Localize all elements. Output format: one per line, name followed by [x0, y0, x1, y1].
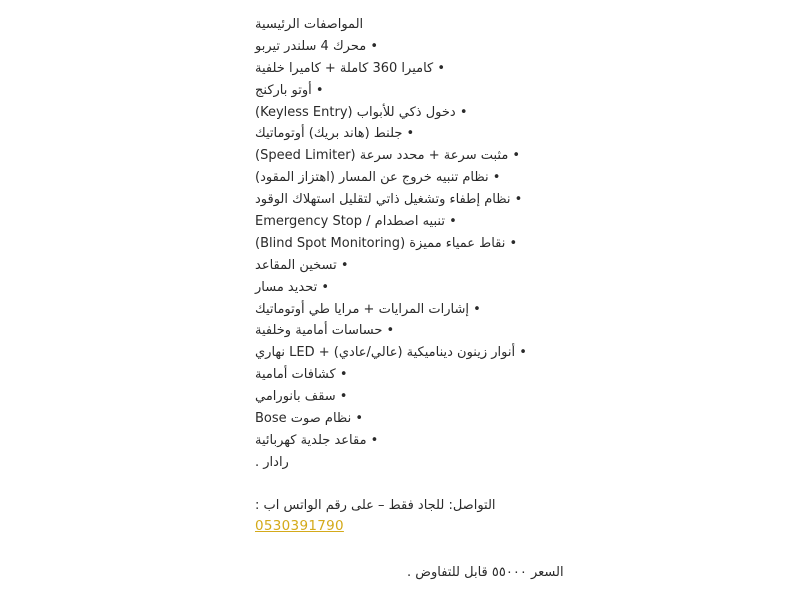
feature-item: • مثبت سرعة + محدد سرعة (Speed Limiter): [255, 148, 521, 164]
feature-item-last: رادار .: [255, 454, 289, 470]
features-list: [255, 36, 555, 474]
feature-item: • نقاط عمياء مميزة (Blind Spot Monitoring): [255, 235, 518, 251]
feature-item: • كشافات أمامية: [255, 367, 348, 383]
feature-item: • نظام إطفاء وتشغيل ذاتي لتقليل استهلاك الوقود: [255, 192, 523, 208]
feature-item: • تحديد مسار: [255, 279, 330, 295]
feature-item: • حساسات أمامية وخلفية: [255, 323, 395, 339]
contact-block: [255, 495, 496, 534]
specs-heading: المواصفات الرئيسية: [255, 17, 364, 32]
feature-item: • أنوار زينون ديناميكية (عالي/عادي) + LED نهاري: [255, 345, 527, 361]
feature-item: • جلنط (هاند بريك) أوتوماتيك: [255, 126, 415, 142]
feature-item: • نظام تنبيه خروج عن المسار (اهتزاز المقود): [255, 170, 501, 186]
feature-item: • تنبيه اصطدام / Emergency Stop: [255, 214, 457, 230]
feature-item: • سقف بانورامي: [255, 389, 348, 405]
feature-item: • مقاعد جلدية كهربائية: [255, 432, 379, 448]
price-text: السعر ٥٥٠٠٠ قابل للتفاوض .: [407, 565, 564, 580]
feature-item: • دخول ذكي للأبواب (Keyless Entry): [255, 104, 468, 120]
phone-link[interactable]: 0530391790: [255, 518, 344, 534]
feature-item: • أوتو باركنج: [255, 82, 324, 98]
feature-item: • إشارات المرايات + مرايا طي أوتوماتيك: [255, 301, 481, 317]
feature-item: • كاميرا 360 كاملة + كاميرا خلفية: [255, 60, 446, 76]
listing-specs: [255, 14, 555, 474]
feature-item: • تسخين المقاعد: [255, 257, 349, 273]
feature-item: • محرك 4 سلندر تيربو: [255, 38, 379, 54]
contact-label: التواصل: للجاد فقط – على رقم الواتس اب :: [255, 498, 496, 513]
feature-item: • نظام صوت Bose: [255, 411, 364, 427]
